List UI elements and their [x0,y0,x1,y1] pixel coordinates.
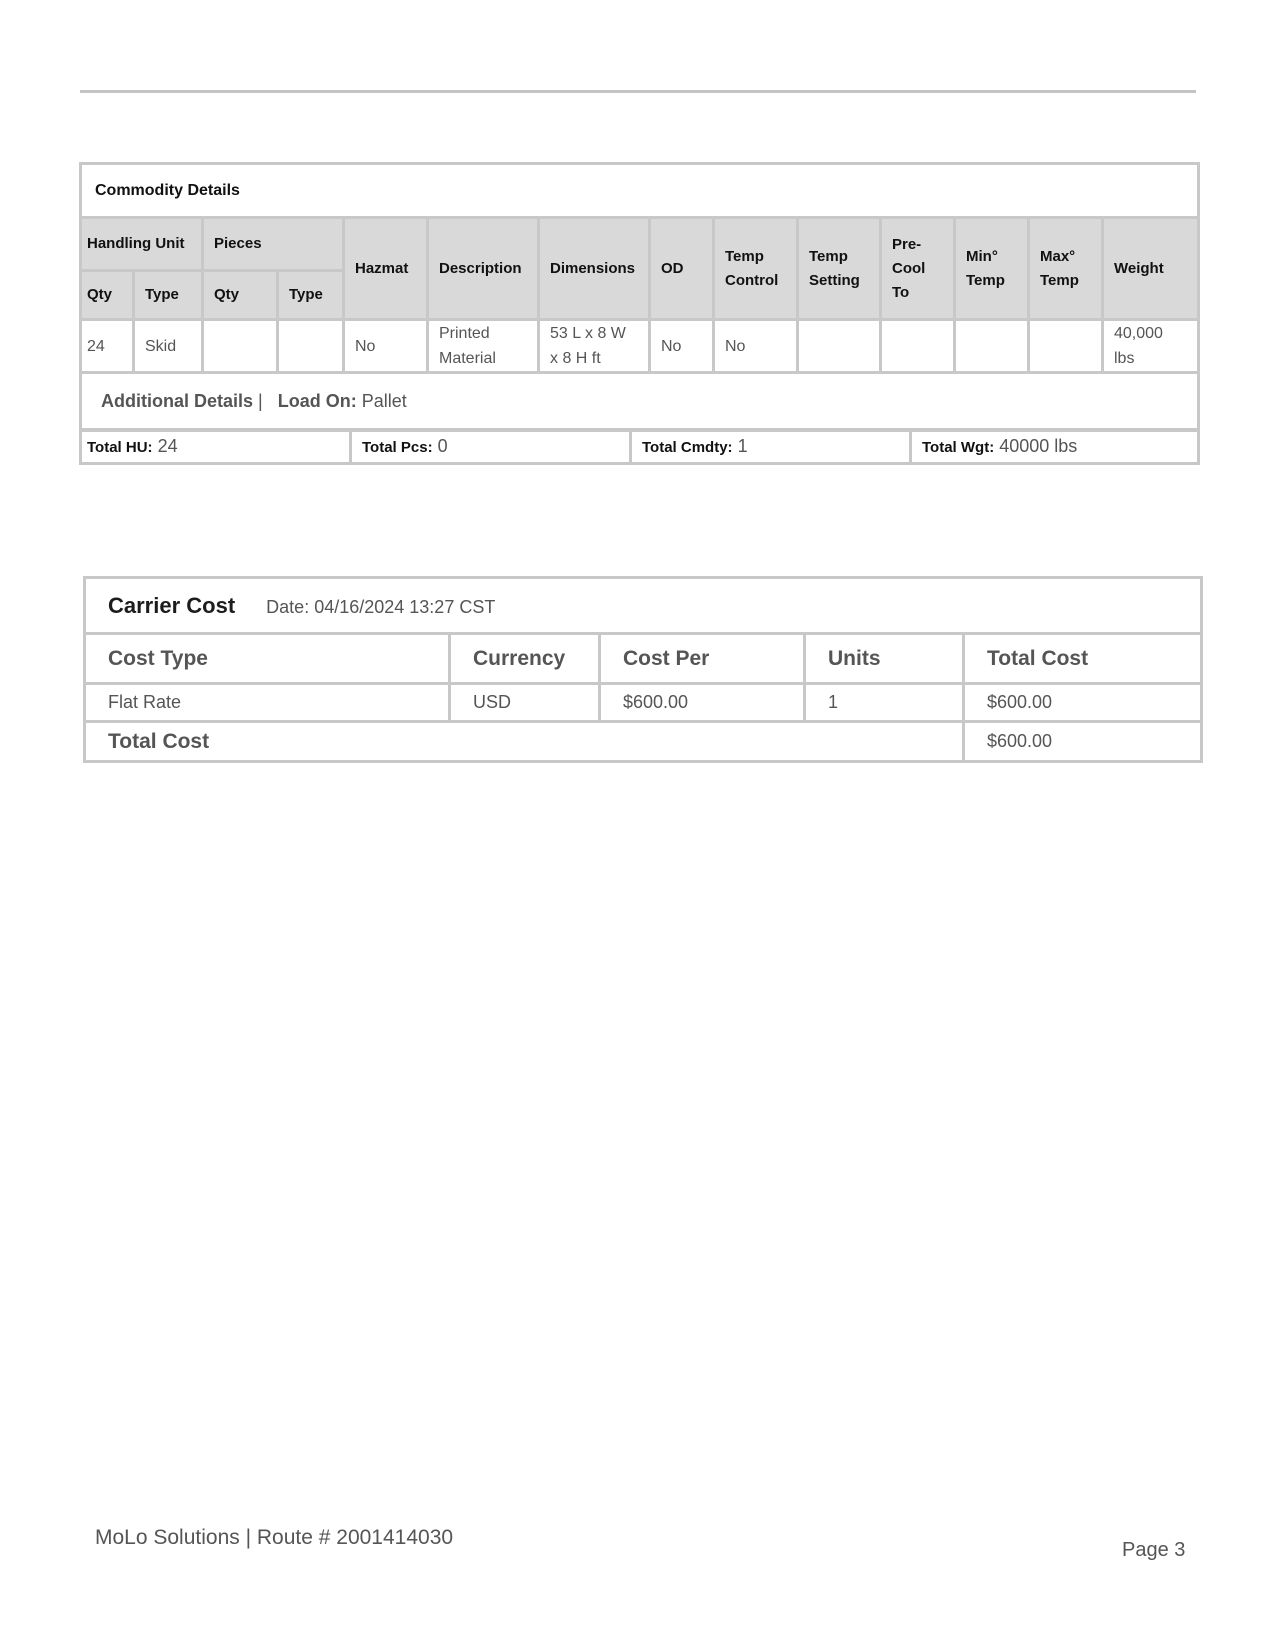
footer-route: MoLo Solutions | Route # 2001414030 [95,1526,454,1549]
carrier-cost-date: Date: 04/16/2024 13:27 CST [266,596,496,617]
pre-cool-to-header: Pre-Cool To [881,218,955,320]
max-temp-header: Max° Temp [1029,218,1103,320]
total-cost-value: $600.00 [964,722,1202,762]
total-pcs-label: Total Pcs: [362,439,433,456]
weight-cell: 40,000 lbs [1103,320,1199,373]
additional-details-separator: | [258,391,263,411]
hu-type-header: Type [134,271,203,320]
total-wgt-label: Total Wgt: [922,439,995,456]
pcs-type-header: Type [278,271,344,320]
total-hu-value: 24 [157,436,178,456]
pre-cool-to-cell [881,320,955,373]
additional-details-label: Additional Details [101,391,254,411]
hu-qty-header: Qty [81,271,134,320]
total-cost-cell: $600.00 [964,684,1202,722]
hu-qty-cell: 24 [81,320,134,373]
total-wgt [911,430,1199,464]
carrier-cost-header [85,578,1202,634]
temp-setting-cell [798,320,881,373]
total-pcs-value: 0 [437,436,448,456]
cost-per-header: Cost Per [600,634,805,684]
total-cost-header: Total Cost [964,634,1202,684]
carrier-cost-table [83,576,1203,763]
hu-type-cell: Skid [134,320,203,373]
pcs-qty-header: Qty [203,271,278,320]
weight-header: Weight [1103,218,1199,320]
total-cmdty [631,430,911,464]
total-cmdty-value: 1 [737,436,748,456]
total-hu-label: Total HU: [87,439,153,456]
commodity-row [81,320,1199,373]
temp-control-header: Temp Control [714,218,798,320]
pcs-type-cell [278,320,344,373]
top-divider [80,90,1196,93]
min-temp-header: Min° Temp [955,218,1029,320]
pcs-qty-cell [203,320,278,373]
description-header: Description [428,218,539,320]
pieces-header: Pieces [203,218,344,271]
load-on-value: Pallet [361,391,407,411]
additional-details [81,373,1199,431]
total-pcs [351,430,631,464]
min-temp-cell [955,320,1029,373]
commodity-details-table [79,162,1200,432]
total-wgt-value: 40000 lbs [999,436,1078,456]
max-temp-cell [1029,320,1103,373]
od-header: OD [650,218,714,320]
temp-setting-header: Temp Setting [798,218,881,320]
carrier-cost-title: Carrier Cost [108,592,236,618]
total-cost-label: Total Cost [85,722,964,762]
total-cmdty-label: Total Cmdty: [642,439,733,456]
cost-type-cell: Flat Rate [85,684,450,722]
table-row [85,684,1202,722]
cost-per-cell: $600.00 [600,684,805,722]
units-header: Units [805,634,964,684]
hazmat-cell: No [344,320,428,373]
cost-type-header: Cost Type [85,634,450,684]
od-cell: No [650,320,714,373]
currency-header: Currency [450,634,600,684]
hazmat-header: Hazmat [344,218,428,320]
dimensions-cell: 53 L x 8 W x 8 H ft [539,320,650,373]
temp-control-cell: No [714,320,798,373]
handling-unit-header: Handling Unit [81,218,203,271]
commodity-totals [79,428,1200,465]
description-cell: Printed Material [428,320,539,373]
units-cell: 1 [805,684,964,722]
commodity-details-title: Commodity Details [81,164,1199,218]
currency-cell: USD [450,684,600,722]
total-hu [81,430,351,464]
footer-page-number: Page 3 [1122,1539,1186,1561]
dimensions-header: Dimensions [539,218,650,320]
load-on-label: Load On: [277,391,357,411]
